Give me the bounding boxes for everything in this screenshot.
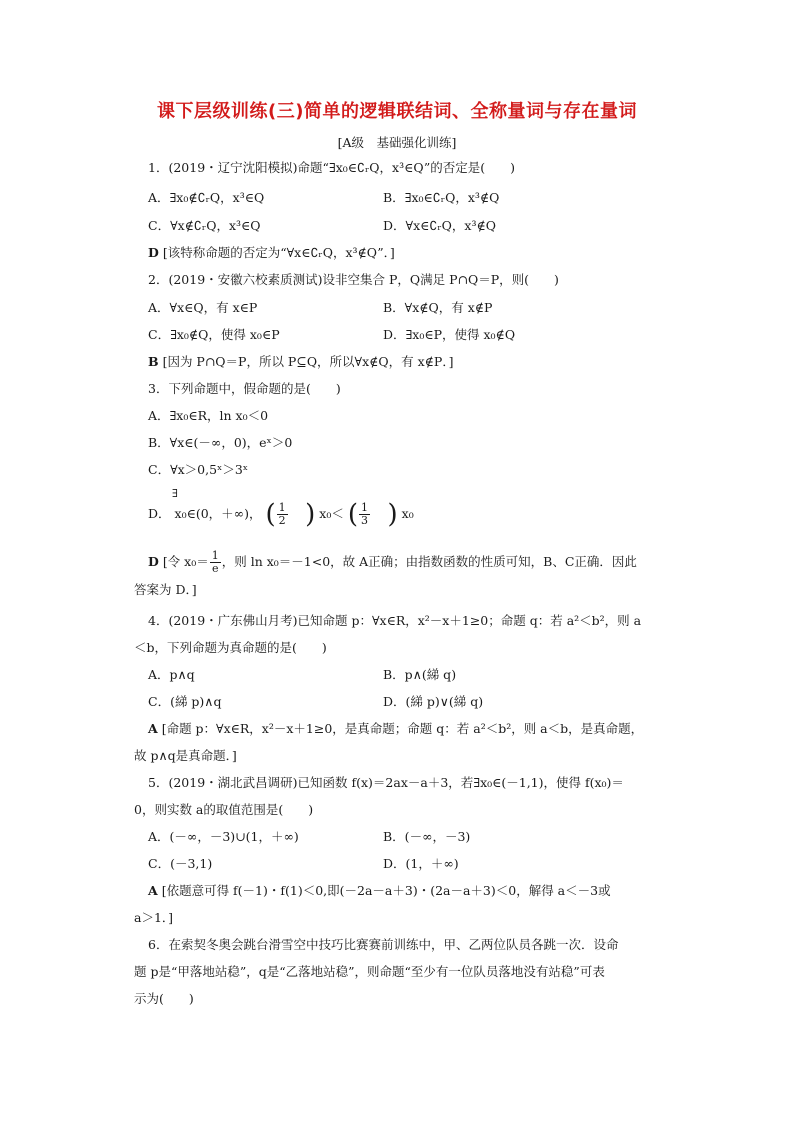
q5-answer-key: A — [148, 883, 158, 898]
q2-option-c: C．∃x₀∉Q，使得 x₀∈P — [148, 327, 280, 342]
q4-answer-text: [命题 p：∀x∈R，x²－x＋1≥0，是真命题；命题 q：若 a²＜b²，则 a＜b，是真命题， — [161, 721, 644, 736]
q5-answer-text: [依题意可得 f(－1)・f(1)＜0,即(－2a－a＋3)・(2a－a＋3)＜0，解得 a＜－3或 — [161, 883, 611, 898]
q1-option-d: D．∀x∈∁ᵣQ，x³∉Q — [383, 218, 496, 233]
q4-option-b: B．p∧(綈 q) — [383, 667, 457, 682]
q3-d-paren-right-2: ) — [370, 499, 398, 530]
q3-answer-fraction: $\frac{1}{e}$ — [211, 549, 219, 575]
q2-answer-text: [因为 P∩Q＝P，所以 P⊆Q，所以∀x∉Q，有 x∉P．] — [162, 354, 454, 369]
q3-d-mid: x₀∈(0，＋∞)， — [174, 506, 262, 521]
q3-option-c: C．∀x＞0,5ˣ＞3ˣ — [148, 462, 249, 477]
q4-answer — [148, 721, 643, 737]
q2-option-a: A．∀x∈Q，有 x∈P — [148, 300, 258, 315]
q6-stem-line2: 题 p是“甲落地站稳”，q是“乙落地站稳”，则命题“至少有一位队员落地没有站稳”可表 — [134, 964, 605, 979]
q2-stem: 2．(2019・安徽六校素质测试)设非空集合 P，Q满足 P∩Q＝P，则( ) — [148, 272, 559, 287]
q1-stem: 1．(2019・辽宁沈阳模拟)命题“∃x₀∈∁ᵣQ，x³∈Q”的否定是( ) — [148, 160, 515, 175]
q5-stem-line2: 0，则实数 a的取值范围是( ) — [134, 802, 314, 817]
q4-option-c: C．(綈 p)∧q — [148, 694, 222, 709]
section-subtitle: [A级 基础强化训练] — [337, 135, 457, 150]
q3-option-b: B．∀x∈(－∞，0)，eˣ＞0 — [148, 435, 293, 450]
page-title: 课下层级训练(三)简单的逻辑联结词、全称量词与存在量词 — [157, 101, 637, 122]
q1-answer-key: D — [148, 245, 159, 260]
q6-stem-line3: 示为( ) — [134, 991, 194, 1006]
q3-answer-key: D — [148, 554, 159, 569]
q4-answer-key: A — [148, 721, 158, 736]
q2-answer-key: B — [148, 354, 159, 369]
q4-stem-line1: 4．(2019・广东佛山月考)已知命题 p：∀x∈R，x²－x＋1≥0；命题 q：若 a²＜b²，则 a — [148, 613, 642, 628]
q3-answer-post: ，则 ln x₀＝－1<0，故 A正确；由指数函数的性质可知，B、C正确．因此 — [221, 554, 637, 569]
q3-d-fraction-2: $\frac{1}{3}$ — [360, 501, 368, 527]
q5-option-b: B．(－∞，－3) — [383, 829, 471, 844]
q3-d-x0b: x₀ — [401, 506, 414, 521]
q3-d-x0a: x₀＜ — [319, 506, 344, 521]
q4-answer-line2: 故 p∧q是真命题．] — [134, 748, 237, 763]
q3-option-a: A．∃x₀∈R，ln x₀＜0 — [148, 408, 269, 423]
q3-answer — [148, 550, 637, 575]
q1-option-a: A．∃x₀∉∁ᵣQ，x³∈Q — [148, 190, 265, 205]
q3-d-paren-right-1: ) — [288, 499, 316, 530]
q5-answer-line2: a＞1．] — [134, 910, 174, 925]
q5-option-a: A．(－∞，－3)∪(1，＋∞) — [148, 829, 299, 844]
q1-answer-text: [该特称命题的否定为“∀x∈∁ᵣQ，x³∉Q”．] — [162, 245, 395, 260]
q6-stem-line1: 6．在索契冬奥会跳台滑雪空中技巧比赛赛前训练中，甲、乙两位队员各跳一次．设命 — [148, 937, 619, 952]
q4-option-a: A．p∧q — [148, 667, 195, 682]
q2-option-d: D．∃x₀∈P，使得 x₀∉Q — [383, 327, 516, 342]
q4-stem-line2: ＜b，下列命题为真命题的是( ) — [134, 640, 327, 655]
q3-stem: 3．下列命题中，假命题的是( ) — [148, 381, 341, 396]
q3-d-prefix: D． — [148, 506, 171, 521]
q1-option-c: C．∀x∉∁ᵣQ，x³∈Q — [148, 218, 261, 233]
q3-option-d — [148, 499, 414, 530]
q3-d-exists-symbol: ∃ — [172, 487, 178, 500]
q1-option-b: B．∃x₀∈∁ᵣQ，x³∉Q — [383, 190, 500, 205]
q3-d-fraction-1: $\frac{1}{2}$ — [278, 501, 286, 527]
q5-option-c: C．(－3,1) — [148, 856, 213, 871]
q3-answer-pre: [令 x₀＝ — [162, 554, 209, 569]
q4-option-d: D．(綈 p)∨(綈 q) — [383, 694, 484, 709]
q5-answer — [148, 883, 611, 899]
q3-d-paren-left-2: ( — [347, 499, 358, 530]
q3-d-paren-left-1: ( — [265, 499, 276, 530]
q5-stem-line1: 5．(2019・湖北武昌调研)已知函数 f(x)＝2ax－a＋3，若∃x₀∈(－1,1)，使得 f(x₀)＝ — [148, 775, 624, 790]
q2-option-b: B．∀x∉Q，有 x∉P — [383, 300, 493, 315]
q5-option-d: D．(1，＋∞) — [383, 856, 459, 871]
q3-answer-line2: 答案为 D．] — [134, 582, 197, 597]
q2-answer — [148, 354, 453, 370]
q1-answer — [148, 245, 395, 261]
